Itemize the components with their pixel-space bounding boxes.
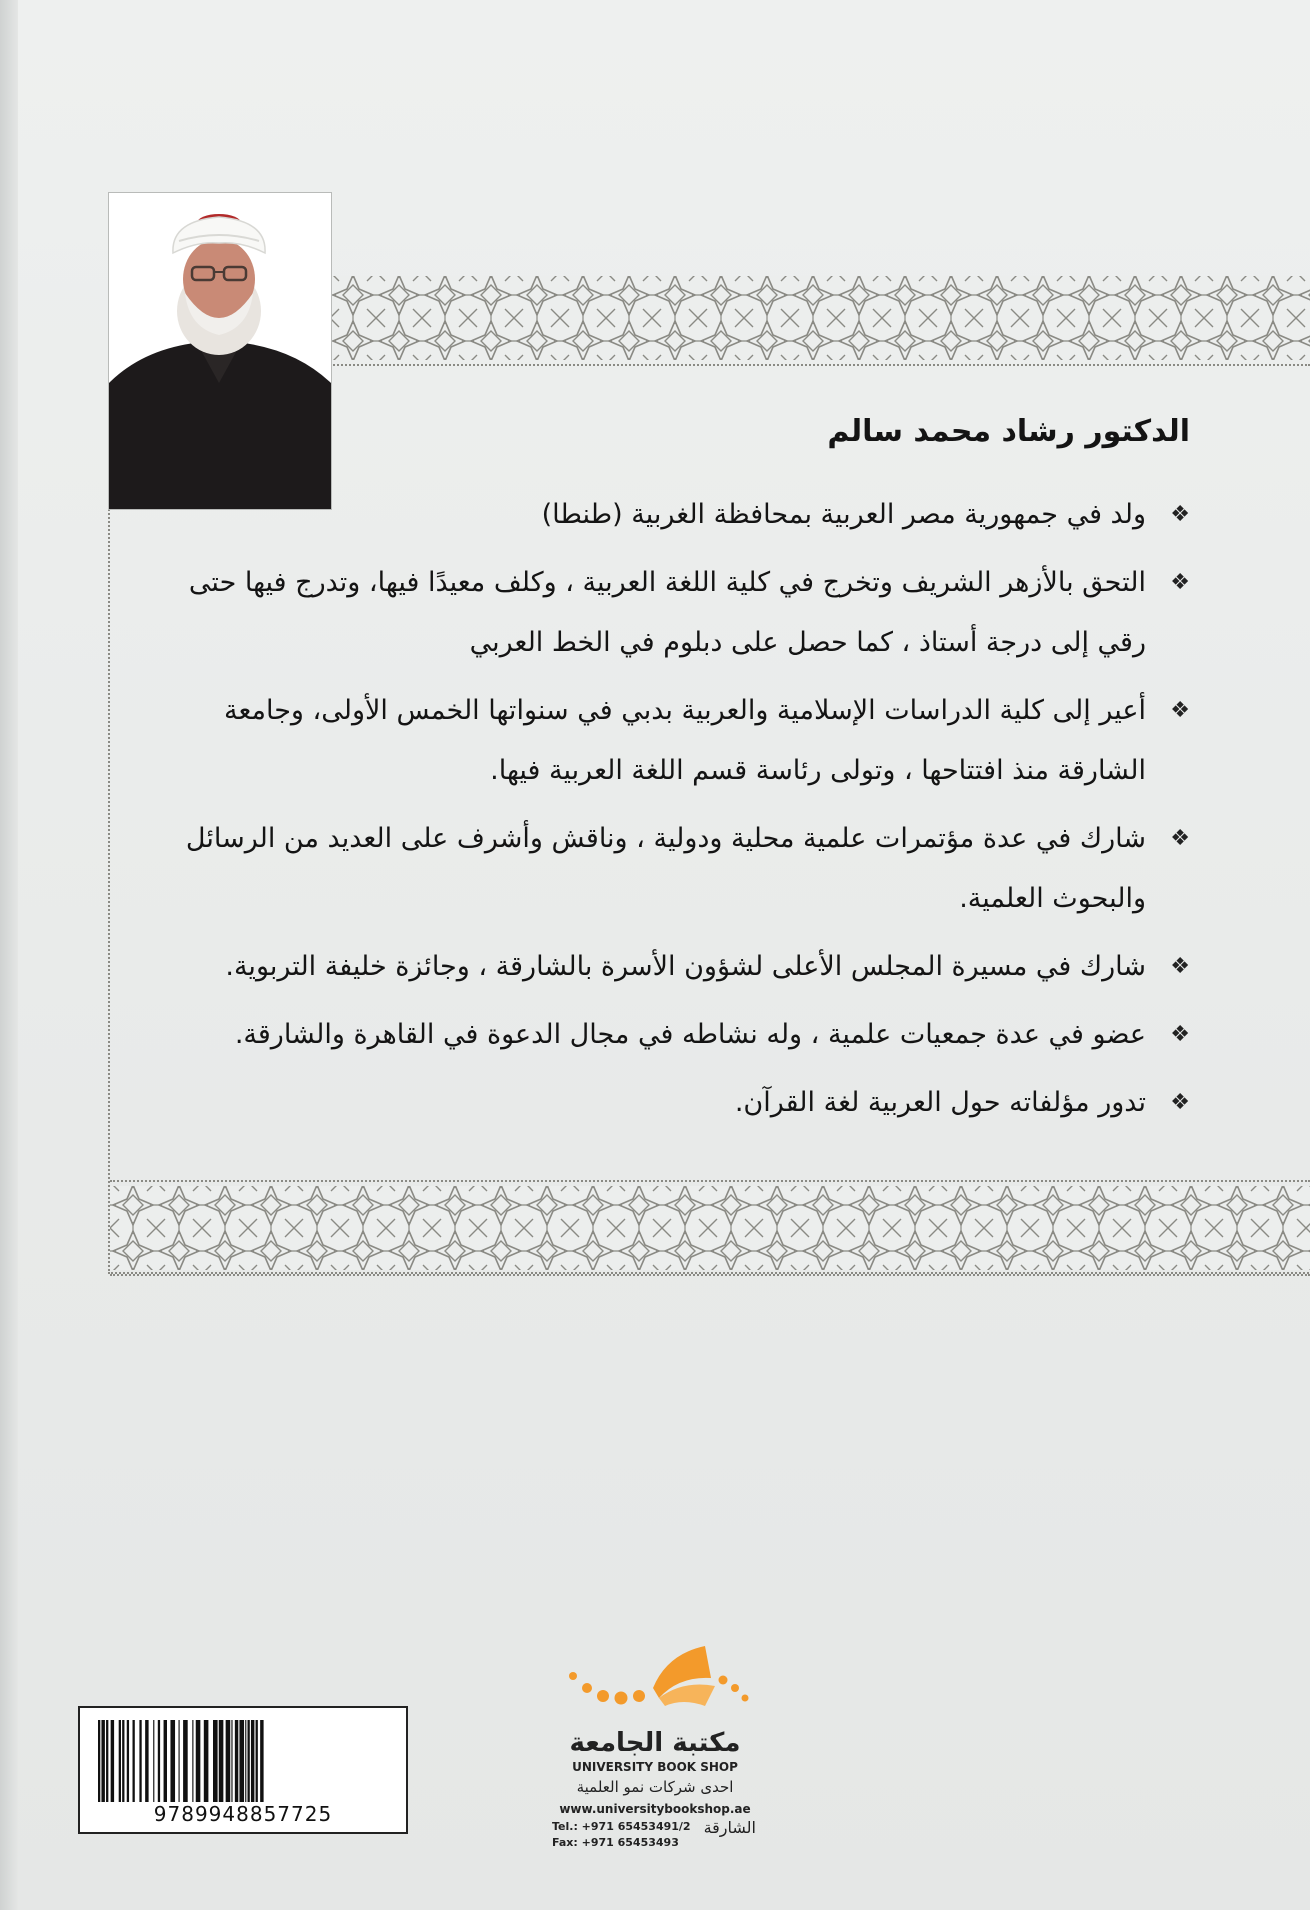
barcode-bar <box>98 1720 100 1802</box>
list-item: ❖ عضو في عدة جمعيات علمية ، وله نشاطه في مجال الدعوة في القاهرة والشارقة. <box>150 1005 1190 1065</box>
bullet-icon: ❖ <box>1170 826 1190 851</box>
isbn-number: 9789948857725 <box>153 1802 333 1826</box>
isbn-barcode <box>78 1706 408 1834</box>
publisher-tel: Tel.: +971 65453491/2 <box>552 1820 691 1833</box>
bio-list <box>150 485 1190 1133</box>
barcode-bar <box>106 1720 108 1802</box>
publisher-fax: Fax: +971 65453493 <box>552 1836 679 1849</box>
barcode-bar <box>260 1720 263 1802</box>
list-item: ❖ شارك في عدة مؤتمرات علمية محلية ودولية ، وناقش وأشرف على العديد من الرسائل والبحوث العلمية. <box>150 809 1190 929</box>
list-item: ❖ ولد في جمهورية مصر العربية بمحافظة الغربية (طنطا) <box>150 485 1190 545</box>
barcode-bar <box>231 1720 232 1802</box>
barcode-bar <box>170 1720 175 1802</box>
bullet-icon: ❖ <box>1170 1090 1190 1115</box>
barcode-bar <box>226 1720 231 1802</box>
barcode-bar <box>145 1720 148 1802</box>
barcode-bar <box>248 1720 250 1802</box>
barcode-bar <box>256 1720 258 1802</box>
geometric-pattern-top <box>330 272 1310 364</box>
barcode-bar <box>133 1720 135 1802</box>
publisher-block <box>540 1640 770 1854</box>
publisher-contact <box>540 1820 770 1854</box>
barcode-bar <box>122 1720 124 1802</box>
list-item: ❖ شارك في مسيرة المجلس الأعلى لشؤون الأسرة بالشارقة ، وجائزة خليفة التربوية. <box>150 937 1190 997</box>
list-item: ❖ تدور مؤلفاته حول العربية لغة القرآن. <box>150 1073 1190 1133</box>
publisher-city: الشارقة <box>703 1818 756 1837</box>
barcode-bar <box>239 1720 244 1802</box>
barcode-bar <box>192 1720 193 1802</box>
barcode-bar <box>153 1720 154 1802</box>
list-item: ❖ التحق بالأزهر الشريف وتخرج في كلية اللغة العربية ، وكلف معيدًا فيها، وتدرج فيها حتى رقي إلى درجة أستاذ ، كما حصل على دبلوم في الخط العربي <box>150 553 1190 673</box>
barcode-bar <box>111 1720 114 1802</box>
book-logo-icon <box>555 1640 755 1720</box>
barcode-bar <box>196 1720 201 1802</box>
barcode-bar <box>245 1720 246 1802</box>
bullet-icon: ❖ <box>1170 698 1190 723</box>
ornament-band-bottom <box>110 1180 1310 1276</box>
barcode-bars <box>98 1720 390 1802</box>
publisher-website: www.universitybookshop.ae <box>559 1802 751 1816</box>
barcode-bar <box>164 1720 167 1802</box>
author-name: الدكتور رشاد محمد سالم <box>827 414 1190 449</box>
barcode-bar <box>119 1720 121 1802</box>
barcode-bar <box>158 1720 160 1802</box>
barcode-bar <box>183 1720 188 1802</box>
publisher-subtitle: احدى شركات نمو العلمية <box>576 1778 734 1796</box>
barcode-bar <box>101 1720 104 1802</box>
bullet-icon: ❖ <box>1170 502 1190 527</box>
barcode-bar <box>204 1720 209 1802</box>
barcode-bar <box>235 1720 238 1802</box>
publisher-name-arabic: مكتبة الجامعة <box>569 1728 741 1758</box>
publisher-name-english: UNIVERSITY BOOK SHOP <box>572 1760 738 1774</box>
geometric-pattern-bottom <box>110 1182 1310 1274</box>
list-item: ❖ أعير إلى كلية الدراسات الإسلامية والعربية بدبي في سنواتها الخمس الأولى، وجامعة الشارقة منذ افتتاحها ، وتولى رئاسة قسم اللغة العربية فيها. <box>150 681 1190 801</box>
spine-shadow <box>0 0 18 1910</box>
bullet-icon: ❖ <box>1170 954 1190 979</box>
bullet-icon: ❖ <box>1170 570 1190 595</box>
author-bio-section <box>150 400 1190 1141</box>
barcode-bar <box>213 1720 218 1802</box>
barcode-bar <box>139 1720 141 1802</box>
barcode-bar <box>127 1720 129 1802</box>
ornament-band-top <box>330 272 1310 366</box>
barcode-bar <box>179 1720 180 1802</box>
barcode-bar <box>251 1720 254 1802</box>
bullet-icon: ❖ <box>1170 1022 1190 1047</box>
barcode-bar <box>219 1720 224 1802</box>
